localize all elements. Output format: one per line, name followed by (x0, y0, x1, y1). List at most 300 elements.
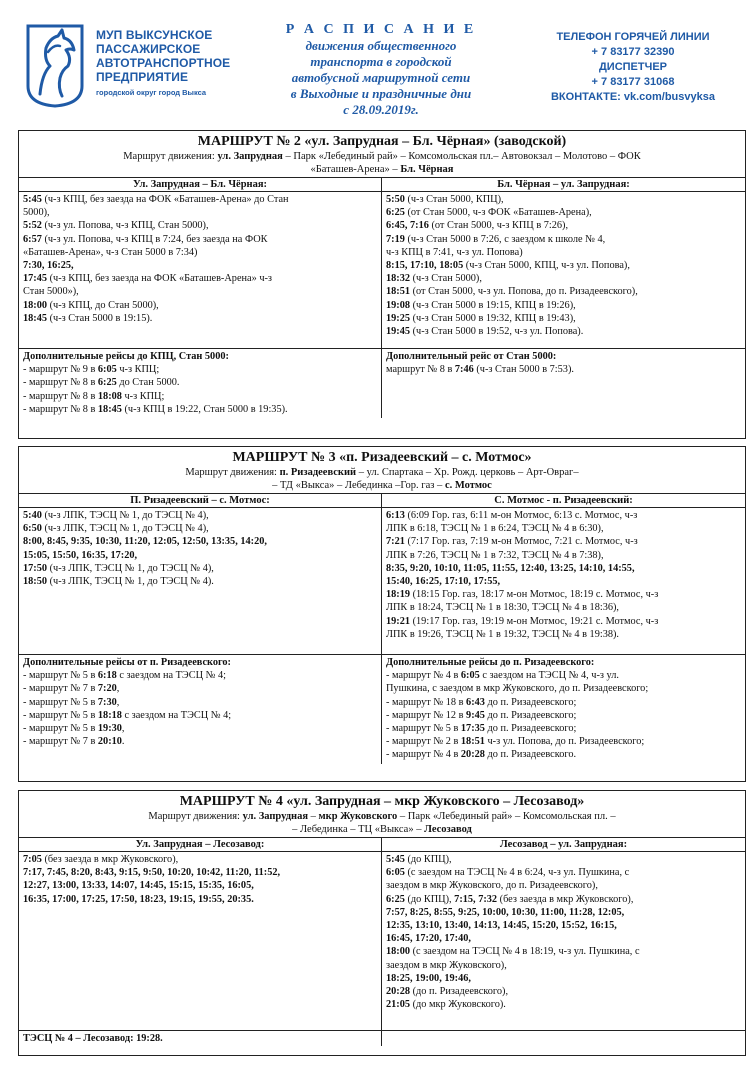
time-value: 17:35 (460, 723, 485, 735)
route-2-extra-right (382, 349, 745, 418)
text-line (386, 972, 741, 985)
text-line (23, 810, 741, 823)
hotline-phone: + 7 83177 32390 (591, 46, 675, 58)
text-segment: - маршрут № 5 в (23, 696, 98, 708)
text-segment: - маршрут № 5 в (23, 670, 98, 682)
text-segment: (с заездом на ТЭСЦ № 4 в 6:24, ч-з ул. Пушкина, с (404, 867, 630, 879)
time-value: 16:45, 17:20, 17:40, (386, 933, 471, 945)
text-segment: , (121, 723, 125, 735)
text-line (23, 403, 377, 416)
text-line (386, 193, 741, 206)
time-value: 6:25 (386, 893, 405, 905)
text-line (386, 945, 741, 958)
text-segment: - маршрут № 18 в (386, 696, 467, 708)
route-2-extra-left-title: Дополнительные рейсы до КПЦ, Стан 5000: (23, 351, 229, 362)
text-line (386, 722, 741, 735)
time-value: 6:57 (23, 233, 42, 245)
time-value: 18:19 (386, 589, 411, 601)
text-line (386, 748, 741, 761)
route-2-extra-right-list (386, 363, 741, 376)
time-value: 7:46 (454, 364, 474, 376)
text-line (23, 509, 377, 522)
text-segment: (ч-з Стан 5000 в 7:53). (473, 364, 574, 376)
text-segment: маршрут № 8 в (386, 364, 455, 376)
text-line (386, 615, 741, 628)
route-2-inbound-heading: Бл. Чёрная – ул. Запрудная: (382, 178, 745, 192)
text-line (23, 150, 741, 163)
text-line (386, 233, 741, 246)
time-value: 5:52 (23, 220, 42, 232)
time-value: 7:17, 7:45, 8:20, 8:43, 9:15, 9:50, 10:20, 10:42, 11:20, 11:52, (23, 867, 281, 879)
time-value: 5:40 (23, 510, 42, 521)
route-3-header (19, 447, 745, 493)
route-4-title: МАРШРУТ № 4 «ул. Запрудная – мкр Жуковского – Лесозавод» (179, 794, 585, 809)
time-value: 8:35, 9:20, 10:10, 11:05, 11:55, 12:40, 13:25, 14:10, 14:55, (386, 562, 635, 574)
text-segment: (ч-з КПЦ, без заезда на ФОК «Баташев-Арена» ч-з (47, 273, 272, 285)
title-line: в Выходные и праздничные дни (290, 86, 472, 101)
text-segment: - маршрут № 7 в (23, 683, 98, 695)
time-value: 5:45 (386, 854, 405, 865)
time-value: 18:18 (97, 709, 122, 721)
text-segment: . (121, 736, 125, 748)
text-line (23, 575, 377, 588)
text-line (386, 206, 741, 219)
text-line (386, 549, 741, 562)
text-line (386, 696, 741, 709)
text-segment: - маршрут № 8 в (23, 403, 98, 415)
text-line (386, 669, 741, 682)
title-line: с 28.09.2019г. (343, 102, 419, 117)
text-segment: «Баташев-Арена» – (310, 164, 401, 175)
contact-line: ТЕЛЕФОН ГОРЯЧЕЙ ЛИНИИ (556, 31, 710, 43)
text-line (386, 509, 741, 522)
time-value: 5:50 (386, 194, 405, 205)
time-value: 6:25 (97, 377, 117, 389)
time-value: 12:35, 13:10, 13:40, 14:13, 14:45, 15:20, 15:52, 16:15, (386, 920, 617, 932)
text-line (386, 998, 741, 1011)
time-value: 15:05, 15:50, 16:35, 17:20, (23, 549, 138, 561)
text-segment: ч-з КПЦ; (116, 364, 160, 376)
organization-name (96, 28, 256, 97)
route-4-header (19, 791, 745, 837)
text-segment: (ч-з Стан 5000 в 19:52, ч-з ул. Попова). (410, 326, 584, 338)
route-3-extra-left (19, 655, 382, 764)
time-value: п. Ризадеевский (279, 467, 357, 478)
title-line: движения общественного (305, 38, 457, 53)
text-line (386, 879, 741, 892)
route-3-inbound-times (382, 508, 745, 654)
text-line (23, 866, 377, 879)
text-segment: , (116, 683, 120, 695)
time-value: 7:20 (97, 683, 117, 695)
org-line: ПАССАЖИРСКОЕ (96, 42, 201, 56)
text-segment: (ч-з ул. Попова, ч-з КПЦ, Стан 5000), (41, 220, 209, 232)
text-segment: (от Стан 5000, ч-з КПЦ в 7:26), (428, 220, 569, 232)
text-line (23, 299, 377, 312)
text-line (386, 272, 741, 285)
text-line (386, 562, 741, 575)
text-segment: «Баташев-Арена», ч-з Стан 5000 в 7:34) (23, 246, 198, 258)
time-value: 20:28 (386, 986, 411, 998)
text-segment: (ч-з Стан 5000 в 19:15, КПЦ в 19:26), (410, 299, 576, 311)
time-value: 6:25 (386, 207, 405, 219)
text-line (23, 709, 377, 722)
text-segment: с заездом на ТЭСЦ № 4; (116, 670, 227, 682)
title-line: транспорта в городской (310, 54, 452, 69)
route-2-outbound-heading: Ул. Запрудная – Бл. Чёрная: (19, 178, 381, 192)
text-segment: - маршрут № 8 в (23, 377, 98, 389)
text-segment: ЛПК в 18:24, ТЭСЦ № 1 в 18:30, ТЭСЦ № 4 в 18:36), (386, 602, 620, 614)
document-title (250, 22, 512, 118)
text-line (23, 390, 377, 403)
text-segment: - маршрут № 12 в (386, 709, 467, 721)
route-4-path (23, 810, 741, 836)
header (0, 0, 750, 128)
text-line (23, 193, 377, 206)
text-segment: - маршрут № 4 в (386, 749, 461, 761)
route-4-outbound-heading: Ул. Запрудная – Лесозавод: (19, 838, 381, 852)
time-value: 7:05 (23, 854, 42, 865)
text-segment: (с заездом на ТЭСЦ № 4 в 18:19, ч-з ул. Пушкина, с (410, 946, 640, 958)
text-segment: (6:09 Гор. газ, 6:11 м-он Мотмос, 6:13 с. Мотмос, ч-з (404, 510, 638, 521)
time-value: 7:21 (386, 536, 405, 548)
route-3-path (23, 466, 741, 492)
time-value: 18:32 (386, 273, 411, 285)
time-value: 21:05 (386, 999, 411, 1011)
time-value: 6:05 (460, 670, 480, 682)
text-segment: (до КПЦ), (404, 893, 455, 905)
text-line (386, 853, 741, 866)
text-line (23, 259, 377, 272)
text-line (386, 959, 741, 972)
text-line (23, 246, 377, 259)
text-segment: - маршрут № 5 в (23, 723, 98, 735)
text-segment: (ч-з ЛПК, ТЭСЦ № 1, до ТЭСЦ № 4), (41, 510, 209, 521)
route-2-path (23, 150, 741, 176)
time-value: 6:43 (466, 696, 485, 708)
route-3-outbound-times (19, 508, 381, 654)
org-line: АВТОТРАНСПОРТНОЕ (96, 56, 231, 70)
text-segment: (ч-з Стан 5000, КПЦ), (404, 194, 504, 205)
time-value: с. Мотмос (444, 480, 492, 491)
text-line (386, 299, 741, 312)
text-segment: (ч-з Стан 5000 в 7:26, с заездом к школе № 4, (404, 233, 606, 245)
title-line: автобусной маршрутной сети (291, 70, 471, 85)
company-logo-icon (22, 22, 88, 108)
text-segment: Пушкина, с заездом в мкр Жуковского, до п. Ризадеевского; (386, 683, 649, 695)
route-3-extra-left-title: Дополнительные рейсы от п. Ризадеевского: (23, 657, 231, 668)
time-value: 5:45 (23, 194, 42, 205)
text-line (23, 479, 741, 492)
time-value: 8:15, 17:10, 18:05 (386, 260, 464, 272)
text-segment: заездом в мкр Жуковского, до п. Ризадеевского), (386, 880, 598, 892)
route-3-block (18, 446, 746, 782)
route-4-schedule (19, 837, 745, 1030)
text-line (23, 853, 377, 866)
text-segment: Маршрут движения: (148, 811, 243, 822)
route-3-inbound (382, 494, 745, 654)
time-value: 7:30 (97, 696, 117, 708)
route-2-extra-right-title: Дополнительный рейс от Стан 5000: (386, 351, 557, 362)
text-line (386, 535, 741, 548)
text-segment: ч-з КПЦ; (121, 390, 165, 402)
dispatcher-phone: + 7 83177 31068 (591, 76, 675, 88)
time-value: 18:45 (97, 403, 122, 415)
text-line (23, 466, 741, 479)
text-segment: ЛПК в 7:26, ТЭСЦ № 1 в 7:32, ТЭСЦ № 4 в 7:38), (386, 549, 604, 561)
time-value: 18:00 (386, 946, 411, 958)
route-3-extra-right (382, 655, 745, 764)
route-3-extra (19, 654, 745, 764)
route-3-schedule (19, 493, 745, 654)
time-value: 18:00 (23, 299, 48, 311)
time-value: 15:40, 16:25, 17:10, 17:55, (386, 576, 501, 588)
text-segment: до п. Ризадеевского; (484, 709, 577, 721)
text-line (23, 312, 377, 325)
time-value: 19:45 (386, 326, 411, 338)
time-value: 7:15, 7:32 (454, 893, 498, 905)
text-line (23, 722, 377, 735)
text-line (23, 376, 377, 389)
text-segment: - маршрут № 9 в (23, 364, 98, 376)
text-segment: (до п. Ризадеевского), (410, 986, 509, 998)
route-2-title: МАРШРУТ № 2 «ул. Запрудная – Бл. Чёрная» (заводской) (197, 134, 567, 149)
time-value: 18:25, 19:00, 19:46, (386, 972, 471, 984)
text-segment: (ч-з КПЦ, без заезда на ФОК «Баташев-Арена» до Стан (41, 194, 289, 205)
text-line (386, 312, 741, 325)
text-segment: (ч-з КПЦ в 19:22, Стан 5000 в 19:35). (121, 403, 288, 415)
text-segment: ч-з ул. Попова, до п. Ризадеевского; (484, 736, 645, 748)
time-value: 18:45 (23, 312, 48, 324)
text-line (386, 219, 741, 232)
time-value: 9:45 (466, 709, 485, 721)
text-line (386, 588, 741, 601)
text-line (23, 879, 377, 892)
time-value: 18:51 (386, 286, 411, 298)
text-segment: (ч-з Стан 5000 в 19:15). (47, 312, 153, 324)
text-segment: (7:17 Гор. газ, 7:19 м-он Мотмос, 7:21 с. Мотмос, ч-з (404, 536, 638, 548)
text-segment: до п. Ризадеевского; (484, 723, 577, 735)
time-value: 7:19 (386, 233, 405, 245)
route-3-extra-right-list (386, 669, 741, 761)
route-3-extra-right-title: Дополнительные рейсы до п. Ризадеевского: (386, 657, 595, 668)
route-2-header (19, 131, 745, 177)
time-value: 17:50 (23, 562, 48, 574)
text-segment: (от Стан 5000, ч-з ФОК «Баташев-Арена), (404, 207, 592, 219)
text-segment: Маршрут движения: (185, 467, 280, 478)
text-segment: (без заезда в мкр Жуковского), (41, 854, 179, 865)
route-3-outbound-heading: П. Ризадеевский – с. Мотмос: (19, 494, 381, 508)
text-segment: ЛПК в 6:18, ТЭСЦ № 1 в 6:24, ТЭСЦ № 4 в 6:30), (386, 523, 604, 535)
text-segment: (19:17 Гор. газ, 19:19 м-он Мотмос, 19:21 с. Мотмос, ч-з (410, 615, 659, 627)
text-line (23, 535, 377, 548)
route-2-outbound (19, 178, 382, 348)
text-line (386, 325, 741, 338)
time-value: мкр Жуковского (318, 811, 398, 822)
text-segment: ЛПК в 19:26, ТЭСЦ № 1 в 19:32, ТЭСЦ № 4 в 19:38). (386, 628, 620, 640)
text-segment: – Парк «Лебединый рай» – Комсомольская пл. – (397, 811, 616, 822)
time-value: 19:08 (386, 299, 411, 311)
text-segment: до п. Ризадеевского. (484, 749, 577, 761)
time-value: 6:50 (23, 523, 42, 535)
route-2-inbound-times (382, 192, 745, 348)
contact-line: ДИСПЕТЧЕР (598, 61, 668, 73)
text-segment: с заездом на ТЭСЦ № 4; (121, 709, 232, 721)
route-4-block (18, 790, 746, 1056)
text-segment: - маршрут № 8 в (23, 390, 98, 402)
time-value: 6:45, 7:16 (386, 220, 429, 232)
text-line (386, 601, 741, 614)
text-line (23, 363, 377, 376)
text-line (23, 233, 377, 246)
time-value: 19:25 (386, 312, 411, 324)
title-line: Р А С П И С А Н И Е (285, 22, 477, 37)
text-line (386, 285, 741, 298)
text-line (386, 906, 741, 919)
time-value: 20:28 (460, 749, 485, 761)
route-4-extra-trip: ТЭСЦ № 4 – Лесозавод: 19:28. (19, 1031, 382, 1046)
route-2-extra-left-list (23, 363, 377, 416)
text-line (386, 628, 741, 641)
text-line (386, 522, 741, 535)
time-value: 20:10 (97, 736, 122, 748)
text-segment: 5000), (23, 207, 50, 219)
text-segment: (ч-з ЛПК, ТЭСЦ № 1, до ТЭСЦ № 4). (47, 576, 214, 588)
time-value: 18:08 (97, 390, 122, 402)
text-line (23, 823, 741, 836)
time-value: 19:21 (386, 615, 411, 627)
time-value: 19:30 (97, 723, 122, 735)
text-line (23, 522, 377, 535)
text-line (23, 206, 377, 219)
time-value: 18:50 (23, 576, 48, 588)
time-value: 6:05 (97, 364, 117, 376)
text-segment: - маршрут № 5 в (386, 723, 461, 735)
time-value: ул. Запрудная (242, 811, 309, 822)
route-4-outbound (19, 838, 382, 1030)
text-line (386, 575, 741, 588)
text-line (23, 893, 377, 906)
text-segment: - маршрут № 2 в (386, 736, 461, 748)
text-segment: (18:15 Гор. газ, 18:17 м-он Мотмос, 18:19 с. Мотмос, ч-з (410, 589, 659, 601)
time-value: 6:13 (386, 510, 405, 521)
text-segment: (до мкр Жуковского). (410, 999, 506, 1011)
text-line (386, 985, 741, 998)
route-2-block (18, 130, 746, 439)
text-line (23, 163, 741, 176)
text-line (23, 669, 377, 682)
text-line (23, 549, 377, 562)
time-value: 7:57, 8:25, 8:55, 9:25, 10:00, 10:30, 11:00, 11:28, 12:05, (386, 906, 625, 918)
text-line (23, 219, 377, 232)
text-segment: - маршрут № 7 в (23, 736, 98, 748)
text-segment: - маршрут № 5 в (23, 709, 98, 721)
text-segment: – ул. Спартака – Хр. Рожд. церковь – Арт-Овраг– (356, 467, 579, 478)
text-segment: (ч-з ЛПК, ТЭСЦ № 1, до ТЭСЦ № 4), (47, 562, 214, 574)
time-value: ул. Запрудная (217, 151, 283, 162)
route-2-extra-left (19, 349, 382, 418)
org-line: МУП ВЫКСУНСКОЕ (96, 28, 213, 42)
text-segment: с заездом на ТЭСЦ № 4, ч-з ул. (479, 670, 619, 682)
text-line (23, 682, 377, 695)
vk-link[interactable]: ВКОНТАКТЕ: vk.com/busvyksa (550, 91, 715, 103)
text-line (386, 259, 741, 272)
org-subtitle: городской округ город Выкса (96, 88, 207, 97)
route-3-inbound-heading: С. Мотмос - п. Ризадеевский: (382, 494, 745, 508)
text-segment: – ТД «Выкса» – Лебединка –Гор. газ – (272, 480, 445, 491)
text-segment: (ч-з ЛПК, ТЭСЦ № 1, до ТЭСЦ № 4), (41, 523, 209, 535)
route-4-inbound (382, 838, 745, 1030)
route-3-title: МАРШРУТ № 3 «п. Ризадеевский – с. Мотмос» (232, 450, 532, 465)
time-value: Лесозавод (424, 824, 472, 835)
text-line (23, 285, 377, 298)
route-2-schedule (19, 177, 745, 348)
text-segment: (ч-з Стан 5000), (410, 273, 482, 285)
text-segment: Маршрут движения: (123, 151, 218, 162)
text-segment: – Парк «Лебединый рай» – Комсомольская пл.– Автовокзал – Молотово – ФОК (282, 151, 641, 162)
text-line (386, 735, 741, 748)
route-4-outbound-times (19, 852, 381, 1030)
text-segment: заездом в мкр Жуковского), (386, 959, 507, 971)
text-line (386, 893, 741, 906)
text-line (386, 919, 741, 932)
time-value: 18:51 (460, 736, 485, 748)
route-2-extra (19, 348, 745, 418)
text-line (386, 363, 741, 376)
text-segment: до п. Ризадеевского; (484, 696, 577, 708)
text-line (23, 735, 377, 748)
text-segment: ч-з КПЦ в 7:41, ч-з ул. Попова) (386, 246, 523, 258)
text-segment: (ч-з КПЦ, до Стан 5000), (47, 299, 159, 311)
text-segment: (ч-з Стан 5000 в 19:32, КПЦ в 19:43), (410, 312, 576, 324)
text-segment: Стан 5000»), (23, 286, 79, 298)
time-value: 8:00, 8:45, 9:35, 10:30, 11:20, 12:05, 12:50, 13:35, 14:20, (23, 536, 267, 548)
time-value: 6:18 (97, 670, 117, 682)
time-value: Бл. Чёрная (400, 164, 454, 175)
text-segment: до Стан 5000. (116, 377, 180, 389)
text-line (386, 246, 741, 259)
text-segment: (без заезда в мкр Жуковского), (497, 893, 634, 905)
text-segment: (от Стан 5000, ч-з ул. Попова, до п. Ризадеевского), (410, 286, 638, 298)
time-value: 17:45 (23, 273, 48, 285)
route-3-extra-left-list (23, 669, 377, 748)
text-segment: , (116, 696, 120, 708)
time-value: 7:30, 16:25, (23, 260, 74, 272)
text-line (23, 562, 377, 575)
text-segment: – Лебединка – ТЦ «Выкса» – (292, 824, 425, 835)
route-4-footer (19, 1030, 745, 1046)
text-segment: (до КПЦ), (404, 854, 452, 865)
text-segment: (ч-з ул. Попова, ч-з КПЦ в 7:24, без заезда на ФОК (41, 233, 268, 245)
time-value: 12:27, 13:00, 13:33, 14:07, 14:45, 15:15, 15:35, 16:05, (23, 880, 254, 892)
route-4-inbound-heading: Лесозавод – ул. Запрудная: (382, 838, 745, 852)
text-segment: – (308, 811, 319, 822)
text-line (386, 682, 741, 695)
org-line: ПРЕДПРИЯТИЕ (96, 70, 189, 84)
text-line (386, 866, 741, 879)
text-line (386, 709, 741, 722)
time-value: 6:05 (386, 867, 405, 879)
route-4-inbound-times (382, 852, 745, 1030)
route-4-footer-empty (382, 1031, 745, 1046)
text-line (386, 932, 741, 945)
time-value: 16:35, 17:00, 17:25, 17:50, 18:23, 19:15, 19:55, 20:35. (23, 893, 254, 905)
route-2-inbound (382, 178, 745, 348)
text-segment: (ч-з Стан 5000, КПЦ, ч-з ул. Попова), (463, 260, 630, 272)
route-3-outbound (19, 494, 382, 654)
text-line (23, 272, 377, 285)
route-2-outbound-times (19, 192, 381, 348)
